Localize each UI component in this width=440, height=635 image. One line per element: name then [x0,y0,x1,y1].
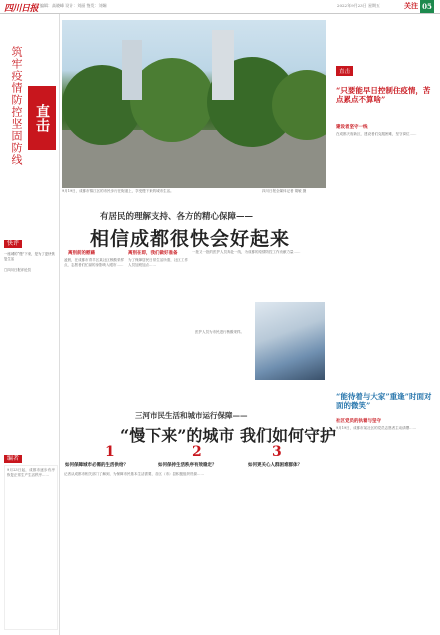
right-subhead-2: 社区党员的执着与坚守 [336,419,381,424]
col2-subhead: 离别在即，我们做好准备 [128,251,178,256]
right-tag: 直击 [336,66,353,76]
commentary-title: 一座城的“慢”下来，是为了更快恢复生活 [4,252,55,261]
vertical-title: 筑牢疫情防控坚固防线 [10,46,23,166]
direct-badge: 直击 [28,86,56,150]
item-question-2: 如何保持生活秩序有效稳定？ [158,463,217,468]
right-text-2: 9月19日，成都市某社区的党员志愿者主动请缨…… [336,426,417,430]
item-number-1: 1 [105,444,115,460]
photo-credit: 四川日报全媒体记者 胡敏 摄 [262,189,307,193]
item-question-1: 如何保障城市必需的生活供给？ [65,463,128,468]
right-text-1: 在成都天府新区，建设者们克服困难，坚守岗位…… [336,132,417,136]
slow-body: 记者从成都市相关部门了解到，为保障市民基本生活需要，各区（市）县积极组织货源…… [64,472,204,476]
main-kicker: 有居民的理解支持、各方的精心保障—— [100,212,254,222]
section-name: 关注 [404,1,418,10]
slow-headline: “慢下来”的城市 我们如何守护 [120,426,336,445]
newspaper-logo: 四川日报 [4,4,39,14]
swab-caption: 医护人员为市民进行核酸采样。 [195,330,244,334]
photo-scene [62,20,326,188]
slow-kicker: 三河市民生活和城市运行保障—— [135,411,248,420]
item-number-3: 3 [272,444,282,460]
col1-subhead: 离别前的慰藉 [68,251,95,256]
masthead-date: 2022年9月23日 星期五 [336,3,380,8]
editor-note-text: 9月23日起，成都市逐步有序恢复正常生产生活秩序…… [7,468,55,477]
masthead-info: 编辑：高晓峰 设计：刘丽 签发：刘娴 [40,3,107,8]
item-question-3: 如何更关心人群困难群体？ [248,463,302,468]
commentary-tag: 快评 [4,240,22,248]
photo-caption: 9月19日，成都市锦江区的市民步行在街道上，享受慢下来的城市生活。 [62,189,174,193]
right-headline-2: “能待着与大家”重逢”时面对面的微笑” [336,392,432,410]
col1-text: 凌晨，在成都市青羊区某社区核酸采样点，志愿者们忙碌的身影映入眼帘…… [64,258,124,267]
right-headline-1: “只要能早日控制住疫情，苦点累点不算啥” [336,86,431,104]
col2-text: 为了保障居民日常生活所需，社区工作人员加班加点…… [128,258,188,267]
page-number: 05 [420,0,434,13]
swab-photo [255,302,325,380]
editor-tag: 编者 [4,455,22,463]
main-headline: 相信成都很快会好起来 [90,228,291,250]
commentary-author: □四川日报评论员 [4,268,31,272]
editor-note-box [4,465,58,630]
item-number-2: 2 [192,444,202,460]
main-photo [62,20,326,188]
right-subhead-1: 建设者坚守一线 [336,125,368,130]
col3-text: 一批又一批的医护人员奔赴一线，为成都的疫情防控工作贡献力量…… [192,250,301,254]
